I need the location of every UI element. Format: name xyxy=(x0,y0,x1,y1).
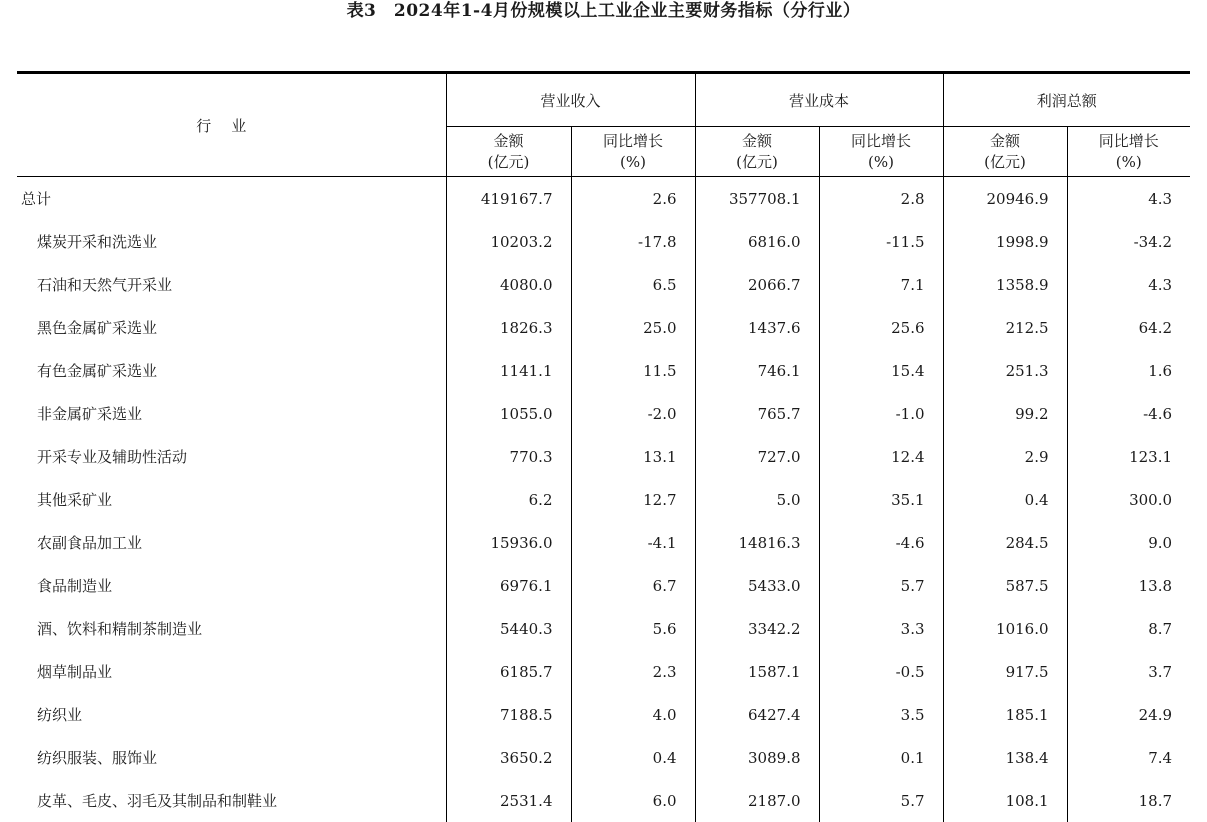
profit-amount-cell: 1016.0 xyxy=(943,607,1067,650)
profit-amount-cell: 20946.9 xyxy=(943,177,1067,221)
industry-name-cell: 皮革、毛皮、羽毛及其制品和制鞋业 xyxy=(37,792,278,810)
profit-amount-cell: 99.2 xyxy=(943,392,1067,435)
amount-unit: (亿元) xyxy=(984,152,1026,171)
industry-name-cell: 酒、饮料和精制茶制造业 xyxy=(37,620,203,638)
revenue-growth-cell: 6.0 xyxy=(571,779,695,822)
profit-amount-cell: 1998.9 xyxy=(943,220,1067,263)
profit-amount-cell: 1358.9 xyxy=(943,263,1067,306)
cost-amount-cell: 14816.3 xyxy=(695,521,819,564)
cost-amount-cell: 5.0 xyxy=(695,478,819,521)
cost-growth-cell: 5.7 xyxy=(819,779,943,822)
total-row xyxy=(17,177,1190,221)
cost-growth-cell: 5.7 xyxy=(819,564,943,607)
industry-name-cell: 纺织服装、服饰业 xyxy=(37,749,158,767)
industry-name-cell: 黑色金属矿采选业 xyxy=(37,319,158,337)
profit-growth-cell: -34.2 xyxy=(1067,220,1190,263)
industry-name-cell: 纺织业 xyxy=(37,706,83,724)
revenue-growth-cell: 13.1 xyxy=(571,435,695,478)
revenue-growth-cell: 2.3 xyxy=(571,650,695,693)
financial-indicators-table xyxy=(17,71,1190,822)
cost-amount-cell: 6816.0 xyxy=(695,220,819,263)
table-row xyxy=(17,607,1190,650)
cost-growth-cell: 15.4 xyxy=(819,349,943,392)
revenue-growth-cell: -17.8 xyxy=(571,220,695,263)
revenue-amount-cell: 6185.7 xyxy=(446,650,571,693)
profit-growth-cell: 300.0 xyxy=(1067,478,1190,521)
revenue-amount-cell: 6.2 xyxy=(446,478,571,521)
profit-amount-cell: 138.4 xyxy=(943,736,1067,779)
cost-growth-cell: -1.0 xyxy=(819,392,943,435)
table-row xyxy=(17,736,1190,779)
growth-label: 同比增长 xyxy=(603,131,664,150)
cost-amount-cell: 357708.1 xyxy=(695,177,819,221)
revenue-growth-cell: 5.6 xyxy=(571,607,695,650)
industry-name-cell: 总计 xyxy=(21,190,52,208)
profit-growth-cell: 13.8 xyxy=(1067,564,1190,607)
cost-group-header: 营业成本 xyxy=(695,73,943,127)
profit-amount-cell: 917.5 xyxy=(943,650,1067,693)
table-title: 表3 2024年1-4月份规模以上工业企业主要财务指标（分行业） xyxy=(346,1,861,21)
profit-growth-cell: 8.7 xyxy=(1067,607,1190,650)
cost-amount-cell: 746.1 xyxy=(695,349,819,392)
amount-label: 金额 xyxy=(742,131,773,150)
table-row xyxy=(17,693,1190,736)
profit-growth-cell: 123.1 xyxy=(1067,435,1190,478)
cost-growth-cell: -0.5 xyxy=(819,650,943,693)
growth-unit: (%) xyxy=(868,152,894,171)
cost-growth-cell: 0.1 xyxy=(819,736,943,779)
cost-growth-cell: 35.1 xyxy=(819,478,943,521)
cost-amount-cell: 727.0 xyxy=(695,435,819,478)
industry-name-cell: 非金属矿采选业 xyxy=(37,405,143,423)
cost-amount-header xyxy=(695,127,819,177)
profit-growth-cell: 24.9 xyxy=(1067,693,1190,736)
revenue-growth-cell: 6.5 xyxy=(571,263,695,306)
industry-name-cell: 开采专业及辅助性活动 xyxy=(37,448,188,466)
industry-name-cell: 食品制造业 xyxy=(37,577,113,595)
cost-growth-header xyxy=(819,127,943,177)
cost-amount-cell: 5433.0 xyxy=(695,564,819,607)
industry-name-cell: 烟草制品业 xyxy=(37,663,113,681)
profit-growth-cell: 3.7 xyxy=(1067,650,1190,693)
growth-unit: (%) xyxy=(620,152,646,171)
cost-amount-cell: 6427.4 xyxy=(695,693,819,736)
revenue-amount-cell: 1826.3 xyxy=(446,306,571,349)
revenue-growth-cell: 11.5 xyxy=(571,349,695,392)
table-row xyxy=(17,564,1190,607)
revenue-growth-cell: 12.7 xyxy=(571,478,695,521)
revenue-growth-cell: 4.0 xyxy=(571,693,695,736)
cost-amount-cell: 765.7 xyxy=(695,392,819,435)
profit-amount-cell: 212.5 xyxy=(943,306,1067,349)
cost-growth-cell: 12.4 xyxy=(819,435,943,478)
table-row xyxy=(17,779,1190,822)
industry-name-cell: 煤炭开采和洗选业 xyxy=(37,233,158,251)
table-row xyxy=(17,392,1190,435)
table-row xyxy=(17,650,1190,693)
revenue-growth-cell: 6.7 xyxy=(571,564,695,607)
table-row xyxy=(17,220,1190,263)
amount-unit: (亿元) xyxy=(736,152,778,171)
revenue-growth-cell: 2.6 xyxy=(571,177,695,221)
profit-amount-cell: 185.1 xyxy=(943,693,1067,736)
revenue-growth-cell: -4.1 xyxy=(571,521,695,564)
revenue-amount-cell: 1141.1 xyxy=(446,349,571,392)
cost-amount-cell: 3342.2 xyxy=(695,607,819,650)
cost-growth-cell: 25.6 xyxy=(819,306,943,349)
table-row xyxy=(17,435,1190,478)
amount-label: 金额 xyxy=(493,131,524,150)
table-row xyxy=(17,263,1190,306)
revenue-amount-cell: 1055.0 xyxy=(446,392,571,435)
table-body xyxy=(17,177,1190,822)
revenue-amount-cell: 4080.0 xyxy=(446,263,571,306)
revenue-amount-cell: 3650.2 xyxy=(446,736,571,779)
revenue-amount-cell: 6976.1 xyxy=(446,564,571,607)
profit-amount-cell: 587.5 xyxy=(943,564,1067,607)
cost-growth-cell: 2.8 xyxy=(819,177,943,221)
revenue-growth-cell: -2.0 xyxy=(571,392,695,435)
cost-amount-cell: 3089.8 xyxy=(695,736,819,779)
amount-unit: (亿元) xyxy=(487,152,530,171)
profit-growth-cell: 64.2 xyxy=(1067,306,1190,349)
cost-amount-cell: 2066.7 xyxy=(695,263,819,306)
revenue-growth-header xyxy=(571,127,695,177)
revenue-growth-cell: 25.0 xyxy=(571,306,695,349)
cost-growth-cell: 3.3 xyxy=(819,607,943,650)
revenue-amount-cell: 2531.4 xyxy=(446,779,571,822)
profit-growth-cell: -4.6 xyxy=(1067,392,1190,435)
growth-label: 同比增长 xyxy=(851,131,912,150)
cost-amount-cell: 1437.6 xyxy=(695,306,819,349)
table-row xyxy=(17,521,1190,564)
revenue-amount-cell: 5440.3 xyxy=(446,607,571,650)
profit-growth-cell: 9.0 xyxy=(1067,521,1190,564)
profit-amount-cell: 108.1 xyxy=(943,779,1067,822)
profit-group-header: 利润总额 xyxy=(943,73,1190,127)
cost-amount-cell: 1587.1 xyxy=(695,650,819,693)
profit-amount-cell: 284.5 xyxy=(943,521,1067,564)
revenue-growth-cell: 0.4 xyxy=(571,736,695,779)
industry-name-cell: 石油和天然气开采业 xyxy=(37,276,173,294)
industry-name-cell: 有色金属矿采选业 xyxy=(37,362,158,380)
cost-amount-cell: 2187.0 xyxy=(695,779,819,822)
cost-growth-cell: 3.5 xyxy=(819,693,943,736)
profit-growth-cell: 4.3 xyxy=(1067,263,1190,306)
table-row xyxy=(17,349,1190,392)
growth-unit: (%) xyxy=(1115,152,1142,171)
profit-amount-header xyxy=(943,127,1067,177)
cost-growth-cell: -4.6 xyxy=(819,521,943,564)
revenue-amount-cell: 15936.0 xyxy=(446,521,571,564)
industry-column-header: 行业 xyxy=(17,73,446,177)
profit-growth-cell: 18.7 xyxy=(1067,779,1190,822)
revenue-amount-cell: 419167.7 xyxy=(446,177,571,221)
revenue-group-header: 营业收入 xyxy=(446,73,695,127)
revenue-amount-cell: 10203.2 xyxy=(446,220,571,263)
cost-growth-cell: -11.5 xyxy=(819,220,943,263)
industry-name-cell: 其他采矿业 xyxy=(37,491,113,509)
table-row xyxy=(17,306,1190,349)
revenue-amount-header xyxy=(446,127,571,177)
profit-growth-cell: 1.6 xyxy=(1067,349,1190,392)
profit-growth-cell: 7.4 xyxy=(1067,736,1190,779)
profit-growth-header xyxy=(1067,127,1190,177)
profit-amount-cell: 251.3 xyxy=(943,349,1067,392)
profit-amount-cell: 0.4 xyxy=(943,478,1067,521)
industry-name-cell: 农副食品加工业 xyxy=(37,534,143,552)
growth-label: 同比增长 xyxy=(1098,131,1159,150)
table-row xyxy=(17,478,1190,521)
profit-amount-cell: 2.9 xyxy=(943,435,1067,478)
revenue-amount-cell: 770.3 xyxy=(446,435,571,478)
amount-label: 金额 xyxy=(990,131,1021,150)
profit-growth-cell: 4.3 xyxy=(1067,177,1190,221)
cost-growth-cell: 7.1 xyxy=(819,263,943,306)
revenue-amount-cell: 7188.5 xyxy=(446,693,571,736)
